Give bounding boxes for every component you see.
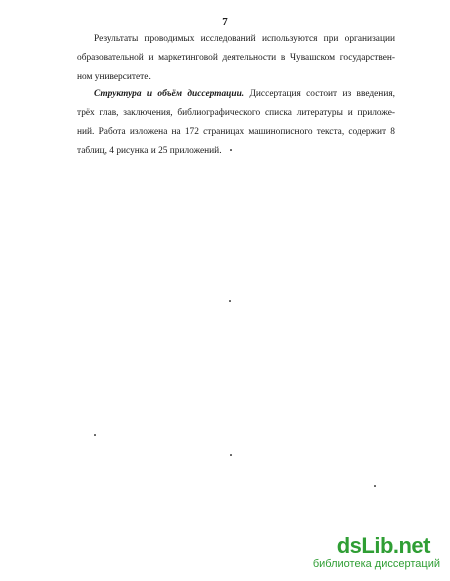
results-paragraph bbox=[77, 30, 395, 87]
structure-paragraph bbox=[77, 85, 395, 161]
paragraph-line: таблиц, 4 рисунка и 25 приложений. bbox=[77, 146, 222, 156]
paragraph-line: образовательной и маркетинговой деятельности в Чувашском государствен- bbox=[77, 53, 395, 63]
scan-speck bbox=[230, 454, 232, 456]
paragraph-line bbox=[77, 85, 395, 104]
paragraph-line: Результаты проводимых исследований используются при организации bbox=[94, 34, 395, 44]
scan-speck bbox=[230, 149, 232, 151]
structure-heading: Структура и объём диссертации. bbox=[94, 89, 245, 99]
paragraph-line: ний. Работа изложена на 172 страницах машинописного текста, содержит 8 bbox=[77, 127, 395, 137]
dslib-tagline: библиотека диссертаций bbox=[312, 558, 440, 570]
scan-speck bbox=[94, 434, 96, 436]
page-number: 7 bbox=[222, 16, 228, 28]
scan-speck bbox=[229, 300, 231, 302]
paragraph-line-rest: Диссертация состоит из введения, bbox=[244, 89, 396, 99]
paragraph-line: ном университете. bbox=[77, 72, 151, 82]
paragraph-line: трёх глав, заключения, библиографического списка литературы и приложе- bbox=[77, 108, 395, 118]
scan-speck bbox=[374, 485, 376, 487]
dslib-logo: dsLib.net bbox=[336, 533, 430, 558]
dslib-watermark bbox=[265, 533, 440, 573]
